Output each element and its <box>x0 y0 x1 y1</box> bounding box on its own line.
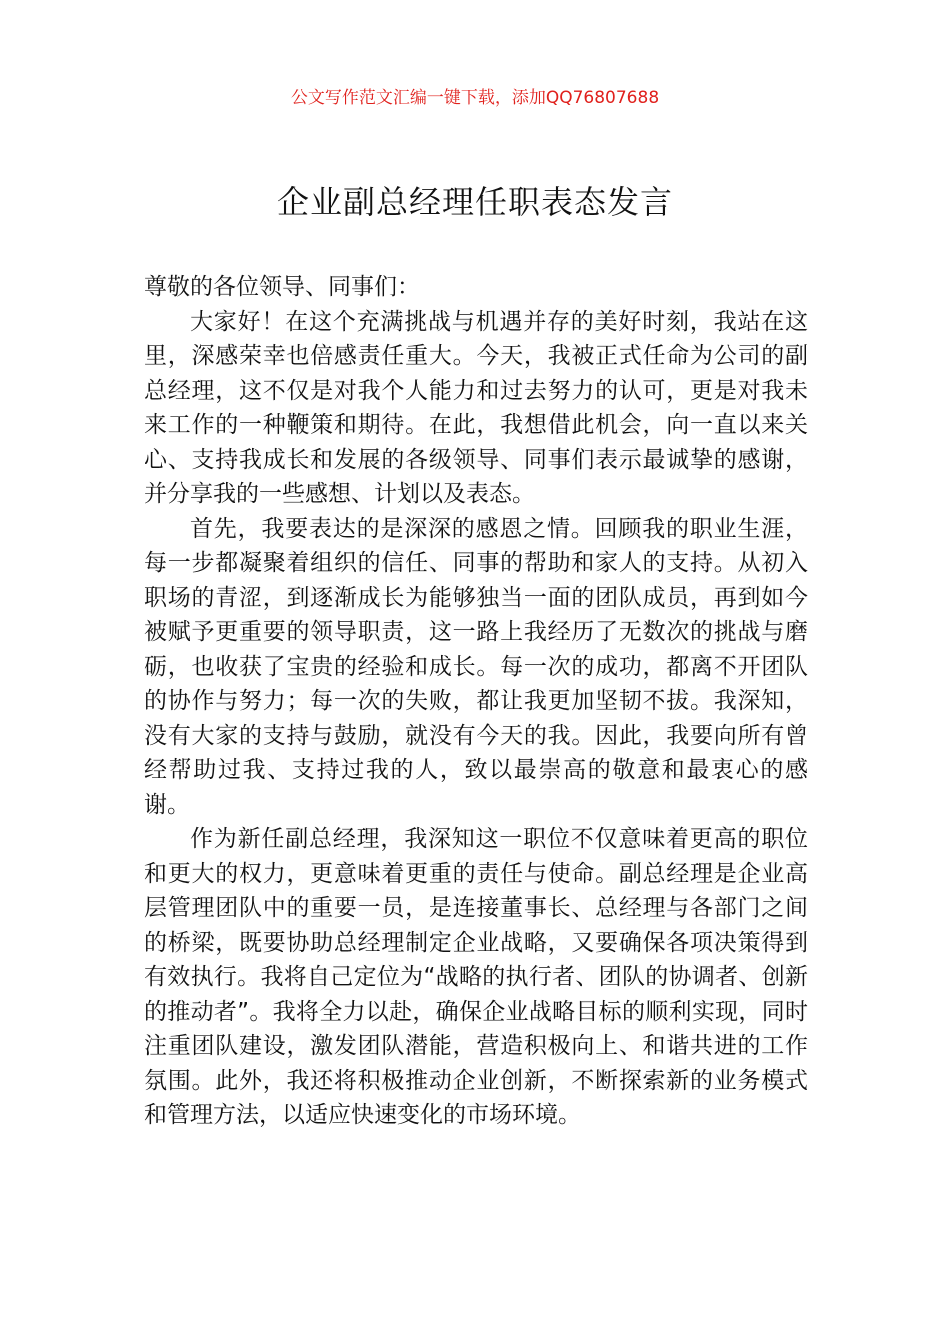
speech-body <box>144 270 808 1133</box>
paragraph-3: 作为新任副总经理，我深知这一职位不仅意味着更高的职位和更大的权力，更意味着更重的责任与使命。副总经理是企业高层管理团队中的重要一员，是连接董事长、总经理与各部门之间的桥梁，既要协助总经理制定企业战略，又要确保各项决策得到有效执行。我将自己定位为“战略的执行者、团队的协调者、创新的推动者”。我将全力以赴，确保企业战略目标的顺利实现，同时注重团队建设，激发团队潜能，营造积极向上、和谐共进的工作氛围。此外，我还将积极推动企业创新，不断探索新的业务模式和管理方法，以适应快速变化的市场环境。 <box>144 826 808 1128</box>
download-notice: 公文写作范文汇编一键下载，添加QQ76807688 <box>290 88 660 108</box>
paragraph-1: 大家好！在这个充满挑战与机遇并存的美好时刻，我站在这里，深感荣幸也倍感责任重大。今天，我被正式任命为公司的副总经理，这不仅是对我个人能力和过去努力的认可，更是对我未来工作的一种鞭策和期待。在此，我想借此机会，向一直以来关心、支持我成长和发展的各级领导、同事们表示最诚挚的感谢，并分享我的一些感想、计划以及表态。 <box>144 308 808 507</box>
page-title: 企业副总经理任职表态发言 <box>276 183 673 221</box>
salutation: 尊敬的各位领导、同事们： <box>144 274 420 300</box>
paragraph-2: 首先，我要表达的是深深的感恩之情。回顾我的职业生涯，每一步都凝聚着组织的信任、同事的帮助和家人的支持。从初入职场的青涩，到逐渐成长为能够独当一面的团队成员，再到如今被赋予更重要的领导职责，这一路上我经历了无数次的挑战与磨砺，也收获了宝贵的经验和成长。每一次的成功，都离不开团队的协作与努力；每一次的失败，都让我更加坚韧不拔。我深知，没有大家的支持与鼓励，就没有今天的我。因此，我要向所有曾经帮助过我、支持过我的人，致以最崇高的敬意和最衷心的感谢。 <box>144 515 808 818</box>
